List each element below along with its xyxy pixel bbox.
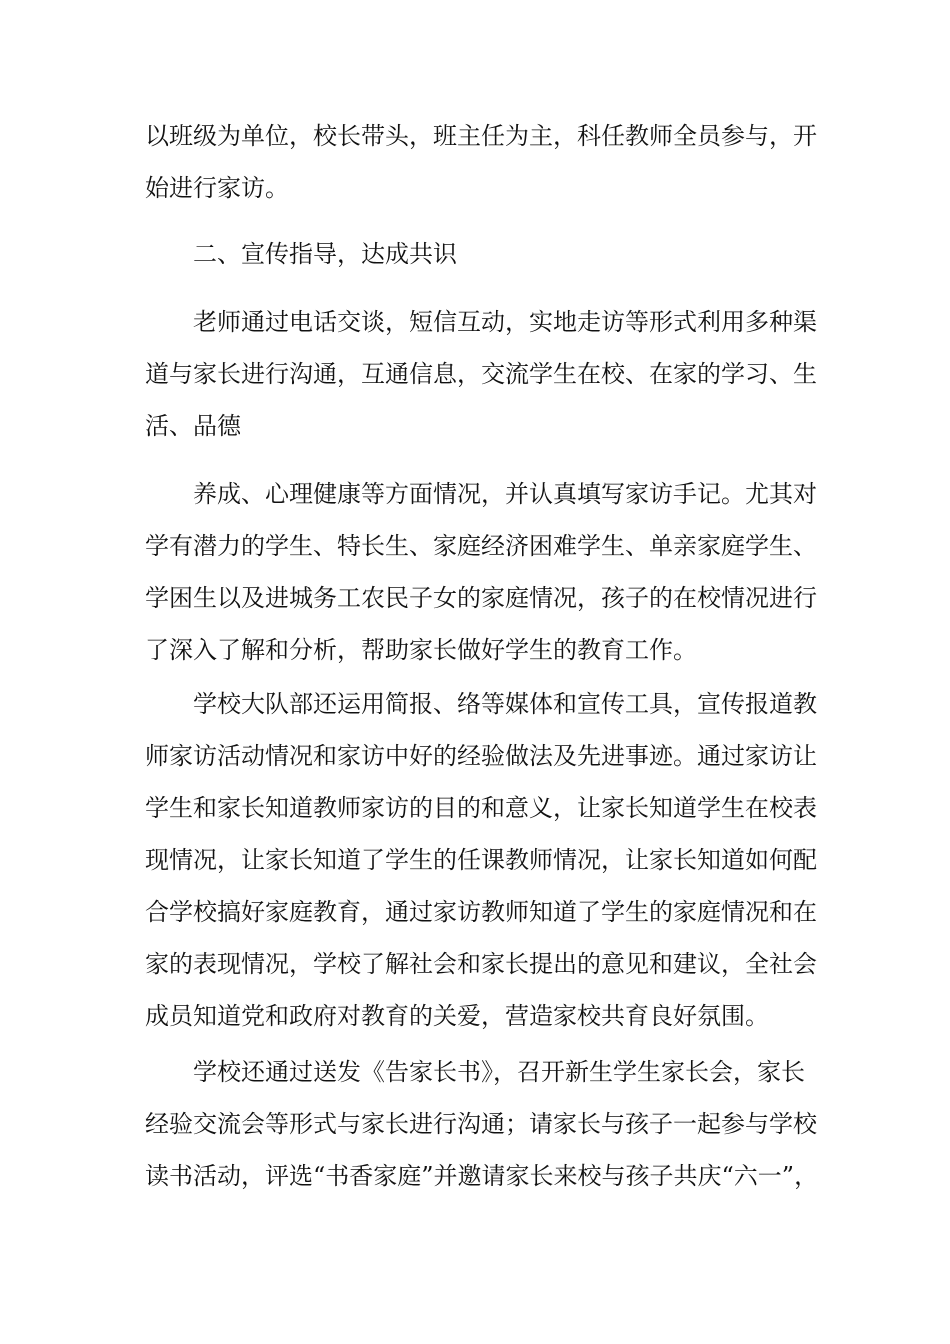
paragraph-communication [0, 296, 950, 452]
text-line: 合学校搞好家庭教育，通过家访教师知道了学生的家庭情况和在 [145, 898, 817, 926]
text-line: 师家访活动情况和家访中好的经验做法及先进事迹。通过家访让 [145, 742, 817, 770]
text-line: 家的表现情况，学校了解社会和家长提出的意见和建议，全社会 [145, 950, 817, 978]
heading-text: 二、宣传指导，达成共识 [193, 240, 457, 268]
text-line: 学生和家长知道教师家访的目的和意义，让家长知道学生在校表 [145, 794, 817, 822]
text-line: 养成、心理健康等方面情况，并认真填写家访手记。尤其对 [193, 480, 817, 508]
section-heading [0, 228, 950, 280]
text-line: 老师通过电话交谈，短信互动，实地走访等形式利用多种渠 [193, 308, 817, 336]
text-line: 学校还通过送发《告家长书》，召开新生学生家长会，家长 [193, 1058, 805, 1086]
paragraph-intro [0, 110, 950, 214]
text-line: 现情况，让家长知道了学生的任课教师情况，让家长知道如何配 [145, 846, 817, 874]
paragraph-publicity [0, 678, 950, 1042]
text-line: 读书活动，评选“书香家庭”并邀请家长来校与孩子共庆“六一”， [145, 1162, 819, 1190]
text-line: 道与家长进行沟通，互通信息，交流学生在校、在家的学习、生 [145, 360, 817, 388]
text-line: 始进行家访。 [145, 174, 289, 202]
text-line: 经验交流会等形式与家长进行沟通；请家长与孩子一起参与学校 [145, 1110, 817, 1138]
paragraph-habits [0, 468, 950, 676]
text-line: 了深入了解和分析，帮助家长做好学生的教育工作。 [145, 636, 697, 664]
text-line: 成员知道党和政府对教育的关爱，营造家校共育良好氛围。 [145, 1002, 769, 1030]
text-line: 学有潜力的学生、特长生、家庭经济困难学生、单亲家庭学生、 [145, 532, 817, 560]
text-line: 学困生以及进城务工农民子女的家庭情况，孩子的在校情况进行 [145, 584, 817, 612]
text-line: 以班级为单位，校长带头，班主任为主，科任教师全员参与，开 [145, 122, 817, 150]
paragraph-parent-letter [0, 1046, 950, 1202]
text-line: 学校大队部还运用简报、络等媒体和宣传工具，宣传报道教 [193, 690, 817, 718]
text-line: 活、品德 [145, 412, 241, 440]
